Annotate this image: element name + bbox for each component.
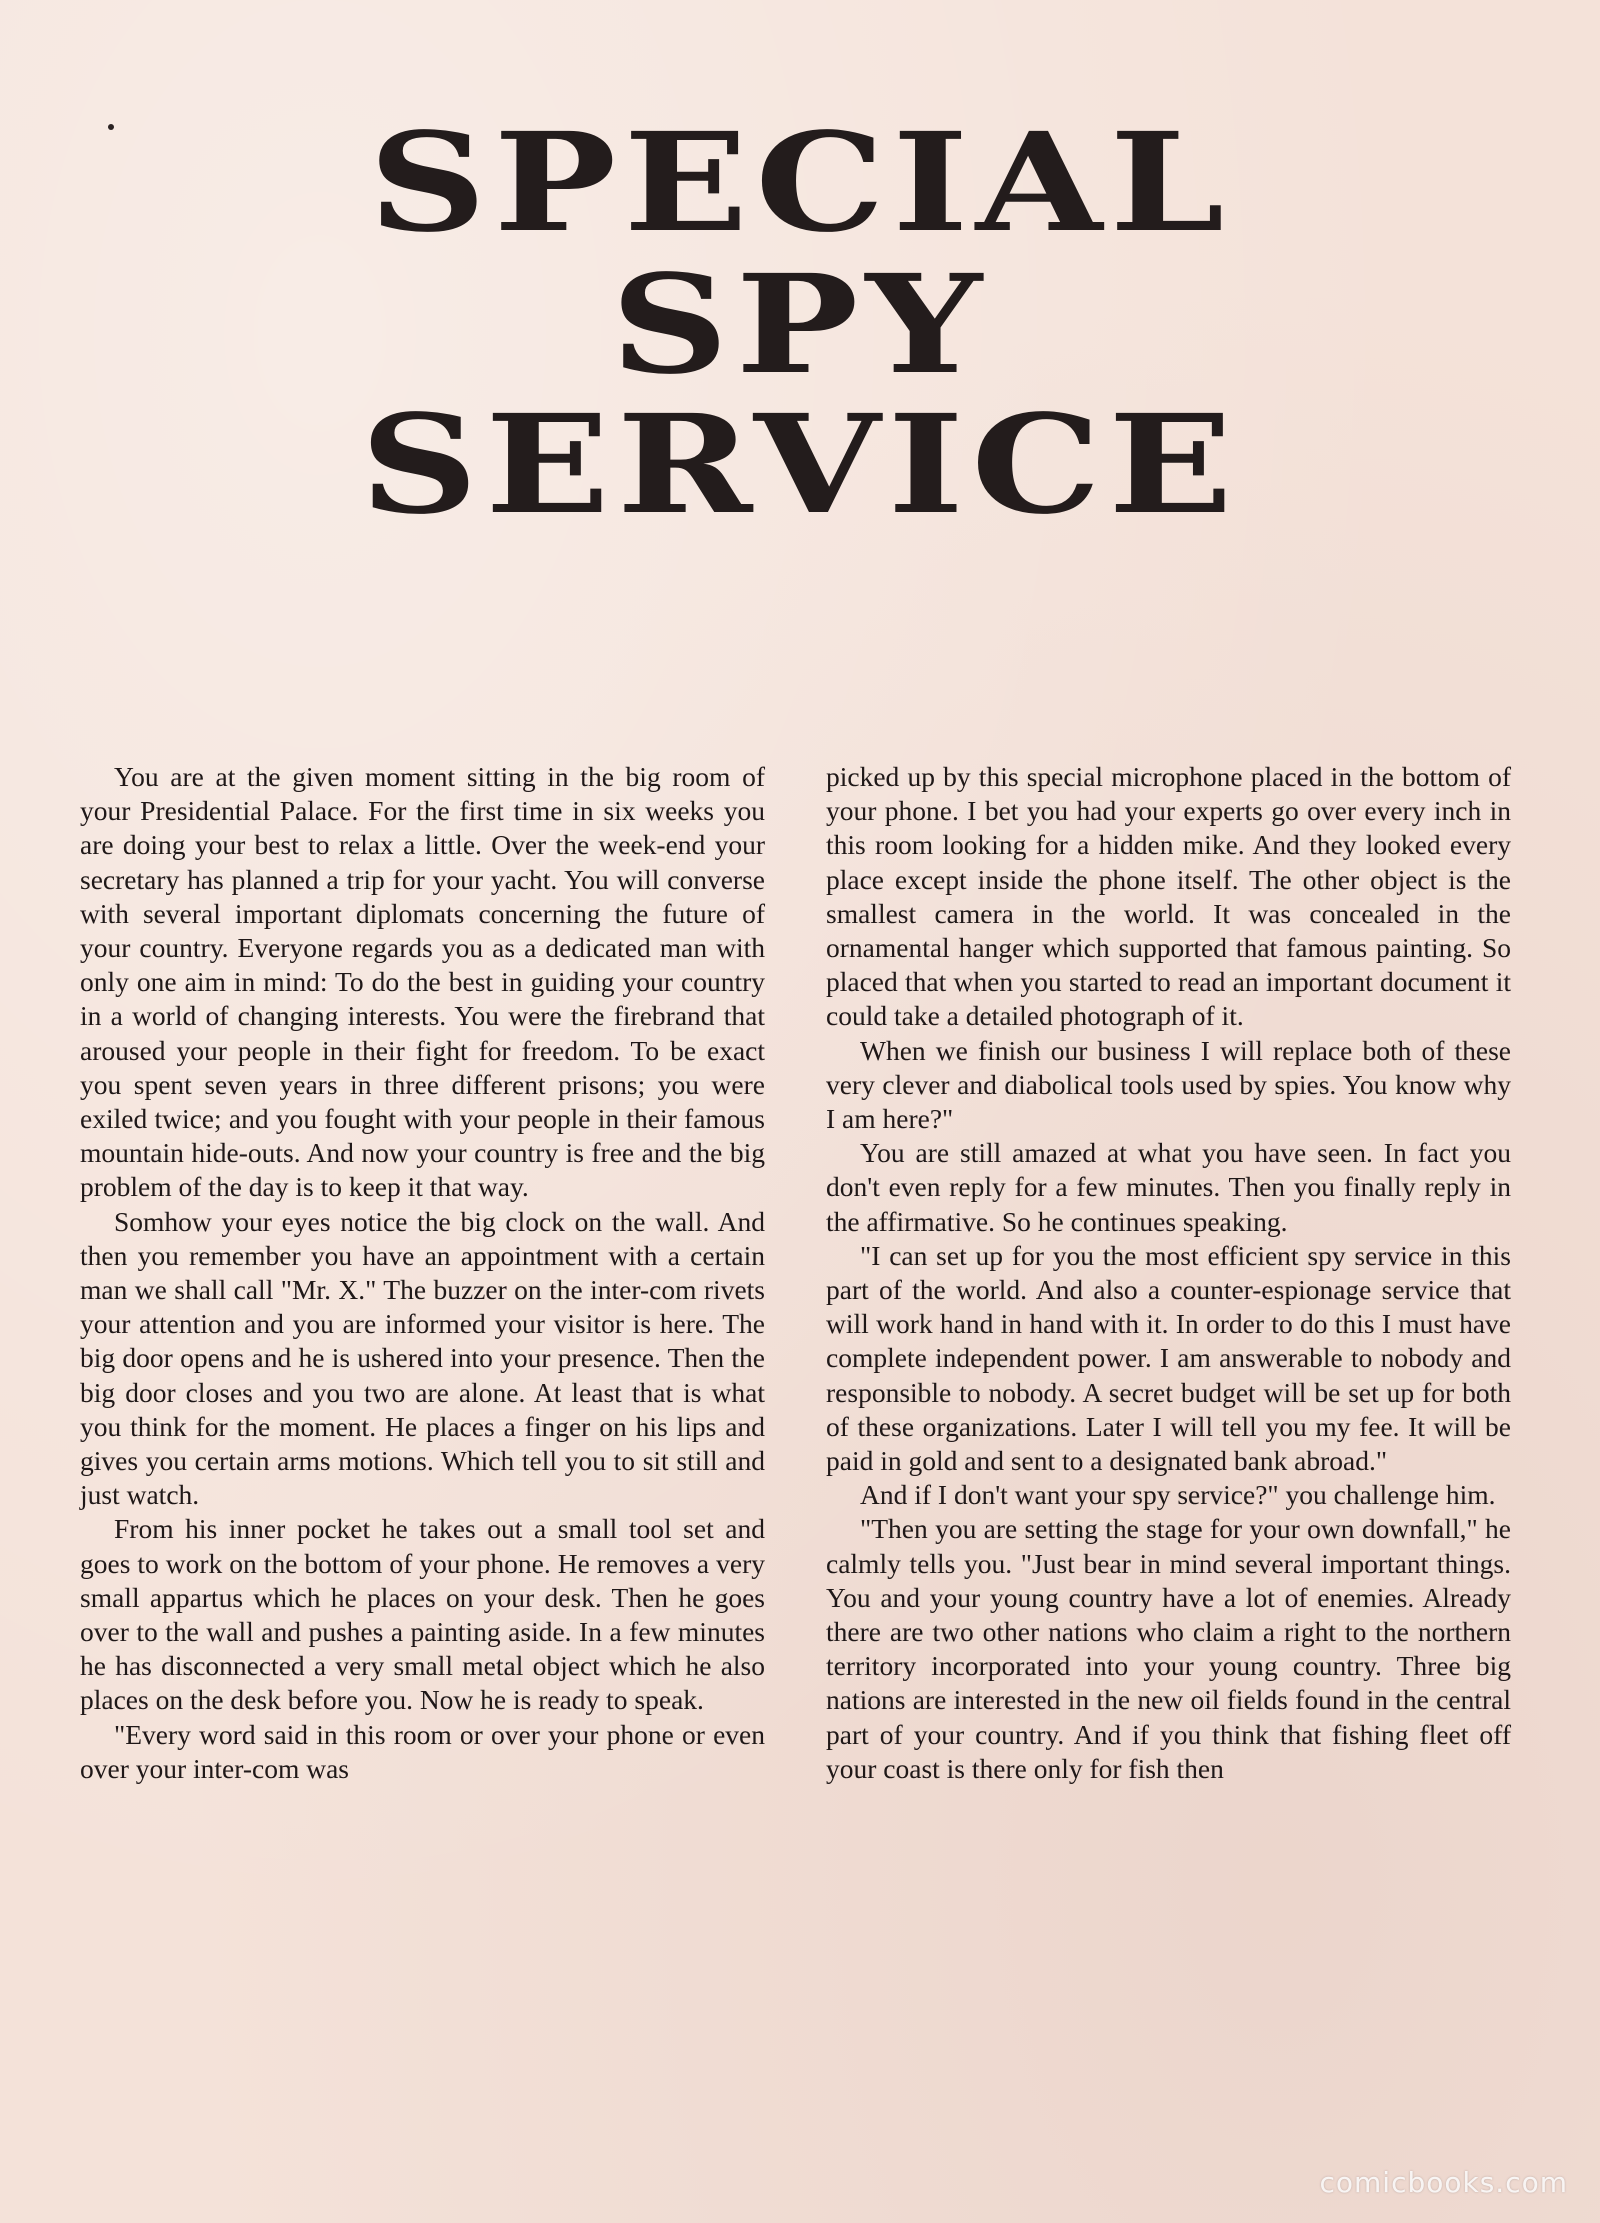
paragraph: When we finish our business I will replace both of these very clever and diabolical tools used by spies. You know why I am here?" bbox=[826, 1034, 1511, 1135]
paragraph: "Every word said in this room or over your phone or even over your inter-com was bbox=[80, 1718, 765, 1784]
paragraph: You are at the given moment sitting in the big room of your Presidential Palace. For the first time in six weeks you are doing your best to relax a little. Over the week-end your secretary has planned a trip for your yacht. You will converse with several important diplomats concerning the future of your country. Everyone regards you as a dedicated man with only one aim in mind: To do the best in guiding your country in a world of changing interests. You were the firebrand that aroused your people in their fight for freedom. To be exact you spent seven years in three different prisons; you were exiled twice; and you fought with your people in their famous mountain hide-outs. And now your country is free and the big problem of the day is to keep it that way. bbox=[80, 761, 765, 1203]
paragraph: And if I don't want your spy service?" you challenge him. bbox=[860, 1479, 1496, 1511]
paragraph: picked up by this special microphone placed in the bottom of your phone. I bet you had your experts go over every inch in this room looking for a hidden mike. And they looked every place except inside the phone itself. The other object is the smallest camera in the world. It was concealed in the ornamental hanger which supported that famous painting. So placed that when you started to read an important document it could take a detailed photograph of it. bbox=[826, 761, 1511, 1032]
title-line-2: SPY bbox=[610, 245, 990, 405]
paragraph: "I can set up for you the most efficient spy service in this part of the world. And also a counter-espionage service that will work hand in hand with it. In order to do this I must have complete independent power. I am answerable to nobody and responsible to nobody. A secret budget will be set up for both of these organizations. Later I will tell you my fee. It will be paid in gold and sent to a designated bank abroad." bbox=[826, 1239, 1511, 1477]
watermark: comicbooks.com bbox=[1319, 2166, 1568, 2199]
title-line-3: SERVICE bbox=[360, 385, 1240, 545]
title-line-1: SPECIAL bbox=[368, 103, 1232, 263]
paragraph: From his inner pocket he takes out a small tool set and goes to work on the bottom of your phone. He removes a very small appartus which he places on your desk. Then he goes over to the wall and pushes a painting aside. In a few minutes he has disconnected a very small metal object which he also places on the desk before you. Now he is ready to speak. bbox=[80, 1513, 765, 1716]
paragraph: You are still amazed at what you have seen. In fact you don't even reply for a few minutes. Then you finally reply in the affirmative. So he continues speaking. bbox=[826, 1137, 1511, 1237]
right-column bbox=[826, 760, 1511, 1786]
left-column bbox=[80, 760, 765, 1786]
paragraph: "Then you are setting the stage for your own downfall," he calmly tells you. "Just bear in mind several important things. You and your young country have a lot of enemies. Already there are two other nations who claim a right to the northern territory incorporated into your young country. Three big nations are interested in the new oil fields found in the central part of your country. And if you think that fishing fleet off your coast is there only for fish then bbox=[826, 1513, 1511, 1784]
paragraph: Somhow your eyes notice the big clock on the wall. And then you remember you have an appointment with a certain man we shall call "Mr. X." The buzzer on the inter-com rivets your attention and you are informed your visitor is here. The big door opens and he is ushered into your presence. Then the big door closes and you two are alone. At least that is what you think for the moment. He places a finger on his lips and gives you certain arms motions. Which tell you to sit still and just watch. bbox=[80, 1205, 765, 1511]
